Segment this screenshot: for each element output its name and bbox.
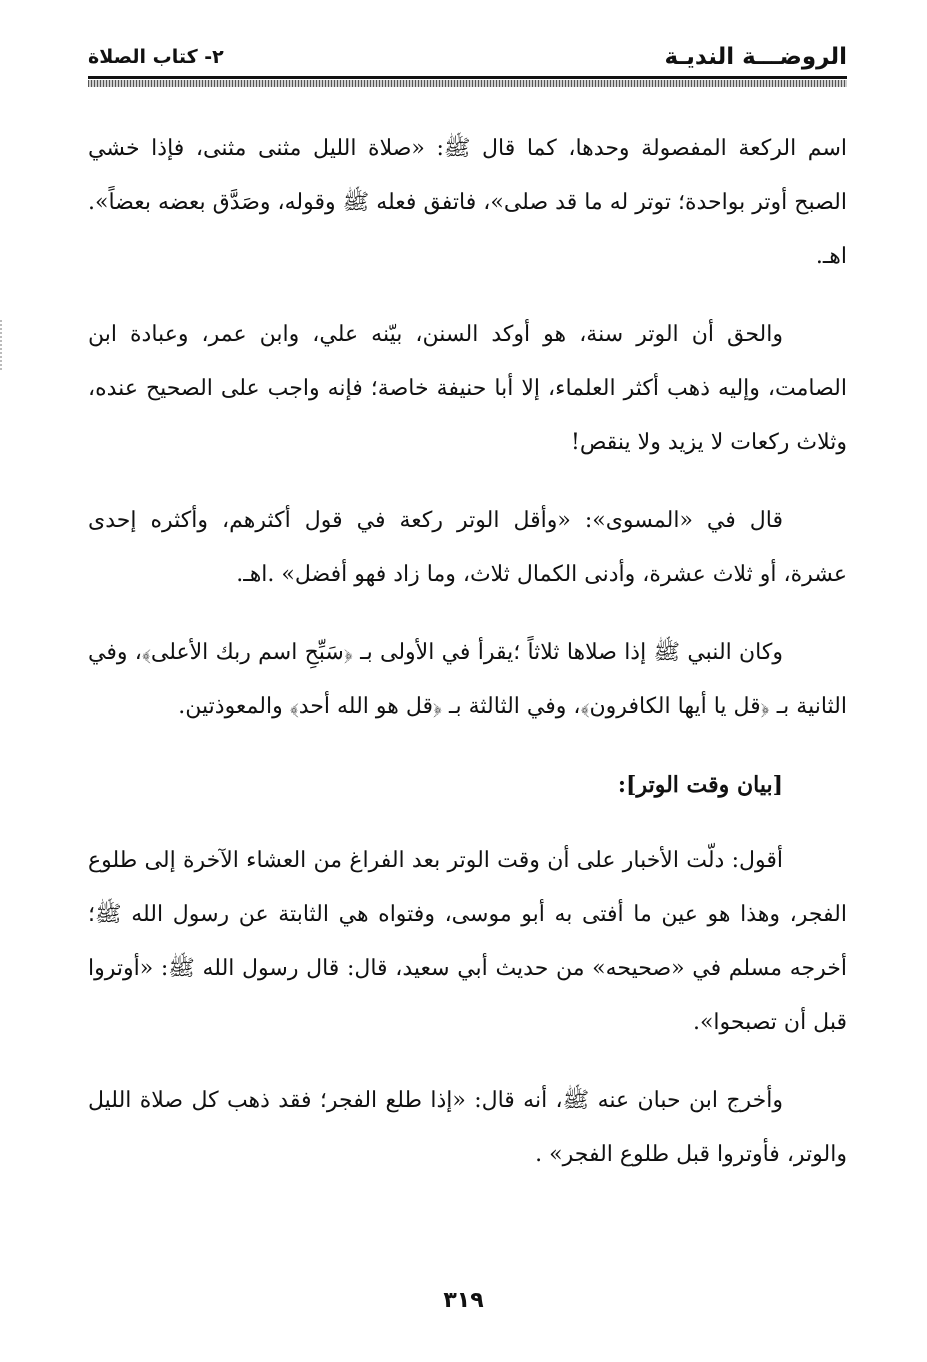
paragraph-4: وكان النبي ﷺ إذا صلاها ثلاثاً ؛يقرأ في الأولى بـ ﴿سَبِّحِ اسم ربك الأعلى﴾، وفي الثانية بـ ﴿قل يا أيها الكافرون﴾، وفي الثالثة بـ ﴿قل هو الله أحد﴾ والمعوذتين. (88, 640, 847, 719)
margin-scan-mark (0, 320, 8, 370)
body-text (88, 122, 847, 1206)
page-number: ٣١٩ (443, 1288, 484, 1313)
section-heading: [بيان وقت الوتر]: (617, 772, 783, 798)
paragraph-3: قال في «المسوى»: «وأقل الوتر ركعة في قول أكثرهم، وأكثره إحدى عشرة، أو ثلاث عشرة، وأدنى الكمال ثلاث، وما زاد فهو أفضل» .اهـ. (88, 508, 847, 587)
running-header (88, 40, 847, 74)
paragraph-1: اسم الركعة المفصولة وحدها، كما قال ﷺ: «صلاة الليل مثنى مثنى، فإذا خشي الصبح أوتر بواحدة؛ توتر له ما قد صلى»، فاتفق فعله ﷺ وقوله، وصَدَّق بعضه بعضاً». اهـ. (88, 136, 847, 269)
paragraph-2: والحق أن الوتر سنة، هو أوكد السنن، بيّنه علي، وابن عمر، وعبادة ابن الصامت، وإليه ذهب أكثر العلماء، إلا أبا حنيفة خاصة؛ فإنه واجب على الصحيح عنده، وثلاث ركعات لا يزيد ولا ينقص! (88, 322, 847, 455)
chapter-title: ٢- كتاب الصلاة (88, 46, 224, 68)
header-rule-hatch (88, 80, 847, 87)
header-rule (88, 76, 847, 79)
paragraph-6: وأخرج ابن حبان عنه ﷺ، أنه قال: «إذا طلع الفجر؛ فقد ذهب كل صلاة الليل والوتر، فأوتروا قبل طلوع الفجر» . (88, 1088, 847, 1167)
paragraph-5: أقول: دلّت الأخبار على أن وقت الوتر بعد الفراغ من العشاء الآخرة إلى طلوع الفجر، وهذا هو عين ما أفتى به أبو موسى، وفتواه هي الثابتة عن رسول الله ﷺ؛ أخرجه مسلم في «صحيحه» من حديث أبي سعيد، قال: قال رسول الله ﷺ: «أوتروا قبل أن تصبحوا». (88, 848, 847, 1035)
book-title: الروضـــة النديـة (664, 44, 847, 70)
